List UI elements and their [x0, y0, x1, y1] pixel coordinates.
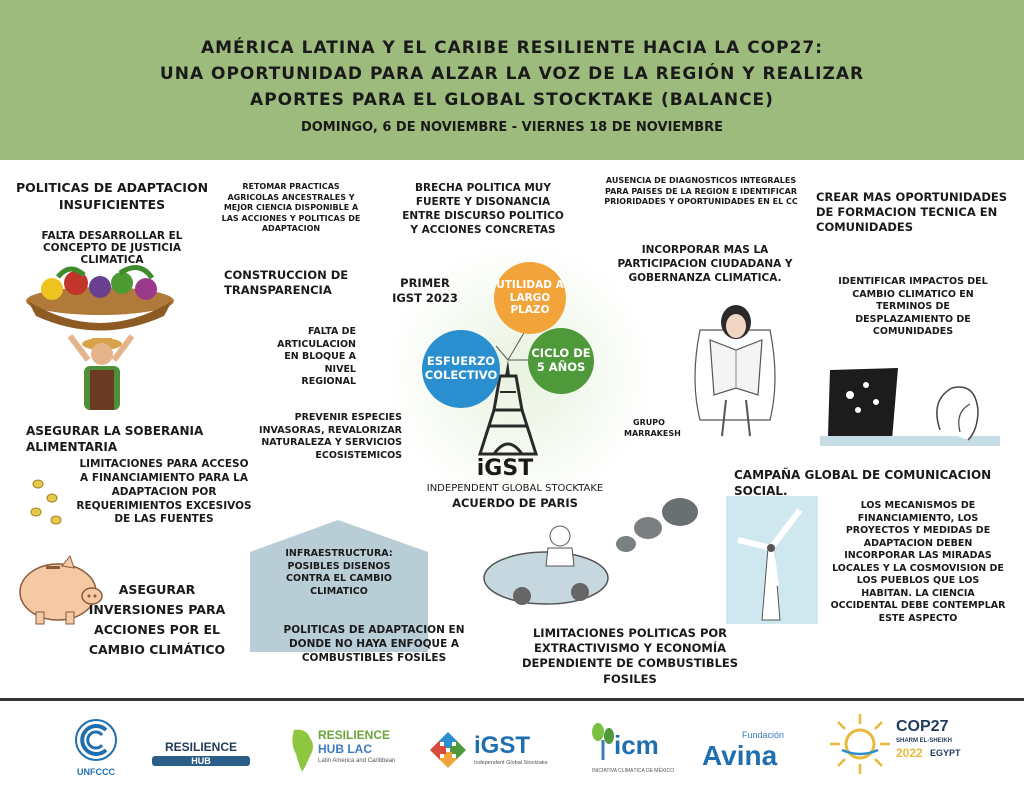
note-infraestructura: INFRAESTRUCTURA: POSIBLES DISENOS CONTRA EL CAMBIO CLIMATICO — [285, 548, 393, 597]
igst-logo-text: iGST — [474, 732, 531, 759]
resilience-hub-lac-logo — [288, 722, 412, 776]
event-date: DOMINGO, 6 DE NOVIEMBRE - VIERNES 18 DE NOVIEMBRE — [300, 120, 724, 135]
note-construccion-transparencia: CONSTRUCCION DE TRANSPARENCIA — [224, 268, 349, 298]
note-ausencia-diagnosticos: AUSENCIA DE DIAGNOSTICOS INTEGRALES PARA PAISES DE LA REGION E IDENTIFICAR PRIORIDADES Y OPORTUNIDADES EN EL CC — [604, 176, 798, 207]
note-falta-articulacion: FALTA DE ARTICULACION EN BLOQUE A NIVEL REGIONAL — [277, 326, 356, 388]
note-politicas-fosiles: POLITICAS DE ADAPTACION EN DONDE NO HAYA ENFOQUE A COMBUSTIBLES FOSILES — [283, 624, 465, 664]
unfccc-emblem-icon — [62, 718, 130, 762]
note-campana-global: CAMPAÑA GLOBAL DE COMUNICACION SOCIAL. — [734, 468, 992, 498]
resilience-hub-text: RESILIENCE — [164, 740, 237, 754]
title-line-3: APORTES PARA EL GLOBAL STOCKTAKE (BALANCE) — [250, 90, 774, 110]
rh-lac-text-2: HUB LAC — [318, 742, 372, 756]
note-limitaciones-politicas: LIMITACIONES POLITICAS POR EXTRACTIVISMO Y ECONOMÍA DEPENDIENTE DE COMBUSTIBLES FOSILES — [521, 626, 739, 686]
screen-illustration — [820, 368, 1000, 446]
resilience-hub-logo — [152, 740, 250, 766]
note-crear-oportunidades: CREAR MAS OPORTUNIDADES DE FORMACION TECNICA EN COMUNIDADES — [816, 190, 1008, 235]
igst-full: INDEPENDENT GLOBAL STOCKTAKE — [426, 483, 604, 494]
note-identificar-impactos: IDENTIFICAR IMPACTOS DEL CAMBIO CLIMATICO EN TERMINOS DE DESPLAZAMIENTO DE COMUNIDADES — [838, 276, 988, 338]
avina-text: Avina — [702, 740, 778, 771]
farmer-illustration — [26, 268, 174, 410]
title-line-1: AMÉRICA LATINA Y EL CARIBE RESILIENTE HACIA LA COP27: — [200, 38, 824, 58]
cop-year: 2022 — [896, 746, 923, 760]
note-brecha-politica: BRECHA POLITICA MUY FUERTE Y DISONANCIA ENTRE DISCURSO POLITICO Y ACCIONES CONCRETAS — [402, 182, 564, 236]
title-line-2: UNA OPORTUNIDAD PARA ALZAR LA VOZ DE LA REGIÓN Y REALIZAR — [159, 64, 865, 84]
bubble-utilidad: UTILIDAD A LARGO PLAZO — [494, 262, 566, 334]
avina-pre-text: Fundación — [742, 730, 785, 740]
coins-illustration — [31, 480, 61, 524]
note-incorporar-participacion: INCORPORAR MAS LA PARTICIPACION CIUDADANA Y GOBERNANZA CLIMATICA. — [617, 244, 793, 284]
rh-lac-text-1: RESILIENCE — [318, 728, 391, 742]
igst-title: iGST — [476, 456, 534, 481]
icm-logo — [586, 716, 676, 778]
igst-logo — [428, 730, 558, 774]
latin-america-map-icon — [288, 726, 318, 774]
avina-logo — [702, 730, 806, 778]
icm-sub: INICIATIVA CLIMÁTICA DE MÉXICO — [591, 768, 675, 774]
resilience-hub-sub: HUB — [152, 756, 250, 766]
turbine-illustration — [726, 496, 818, 624]
unfccc-text: UNFCCC — [77, 767, 115, 777]
igst-logo-sub: Independent Global Stocktake — [474, 760, 548, 766]
unfccc-logo — [62, 718, 130, 778]
cop-place: SHARM EL-SHEIKH — [896, 738, 953, 744]
note-asegurar-inversiones: ASEGURAR INVERSIONES PARA ACCIONES POR EL CAMBIO CLIMÁTICO — [88, 582, 226, 657]
acuerdo-paris: ACUERDO DE PARIS — [452, 496, 578, 510]
icm-text: icm — [614, 730, 659, 760]
note-prevenir-especies: PREVENIR ESPECIES INVASORAS, REVALORIZAR NATURALEZA Y SERVICIOS ECOSISTEMICOS — [259, 412, 402, 461]
sun-rays-icon — [828, 712, 892, 776]
note-mecanismos: LOS MECANISMOS DE FINANCIAMIENTO, LOS PROYECTOS Y MEDIDAS DE ADAPTACION DEBEN INCORPORAR LAS MIRADAS LOCALES Y LA COSMOVISION DE LOS PUEBLOS QUE LOS HABITAN. LA CIENCIA OCCIDENTAL DEBE CONTEMPLAR ESTE ASPECTO — [830, 500, 1006, 624]
bubble-esfuerzo: ESFUERZO COLECTIVO — [422, 330, 500, 408]
note-limitaciones-acceso: LIMITACIONES PARA ACCESO A FINANCIAMIENTO PARA LA ADAPTACION POR REQUERIMIENTOS EXCESIVOS DE LAS FUENTES — [76, 458, 252, 526]
note-asegurar-soberania: ASEGURAR LA SOBERANIA ALIMENTARIA — [26, 424, 204, 454]
cop-text: COP27 — [896, 718, 949, 735]
footer-divider — [0, 698, 1024, 701]
note-falta-desarrollar: FALTA DESARROLLAR EL CONCEPTO DE JUSTICIA CLIMATICA — [41, 230, 183, 267]
cop27-logo — [828, 712, 1008, 780]
note-politicas-adaptacion: POLITICAS DE ADAPTACION INSUFICIENTES — [15, 180, 209, 212]
primer-igst: PRIMER IGST 2023 — [392, 276, 458, 306]
rh-lac-sub: Latin America and Caribbean — [318, 758, 396, 764]
reader-illustration — [695, 305, 775, 436]
car-illustration — [484, 498, 698, 605]
igst-arrows-icon — [428, 730, 468, 770]
cop-country: EGYPT — [930, 748, 961, 758]
note-retomar-practicas: RETOMAR PRACTICAS AGRICOLAS ANCESTRALES Y MEJOR CIENCIA DISPONIBLE A LAS ACCIONES Y POLITICAS DE ADAPTACION — [221, 182, 361, 234]
icm-leaf-icon — [590, 722, 616, 762]
note-grupo-marrakesh: GRUPO MARRAKESH — [624, 418, 681, 438]
bubble-ciclo: CICLO DE 5 AÑOS — [528, 328, 594, 394]
